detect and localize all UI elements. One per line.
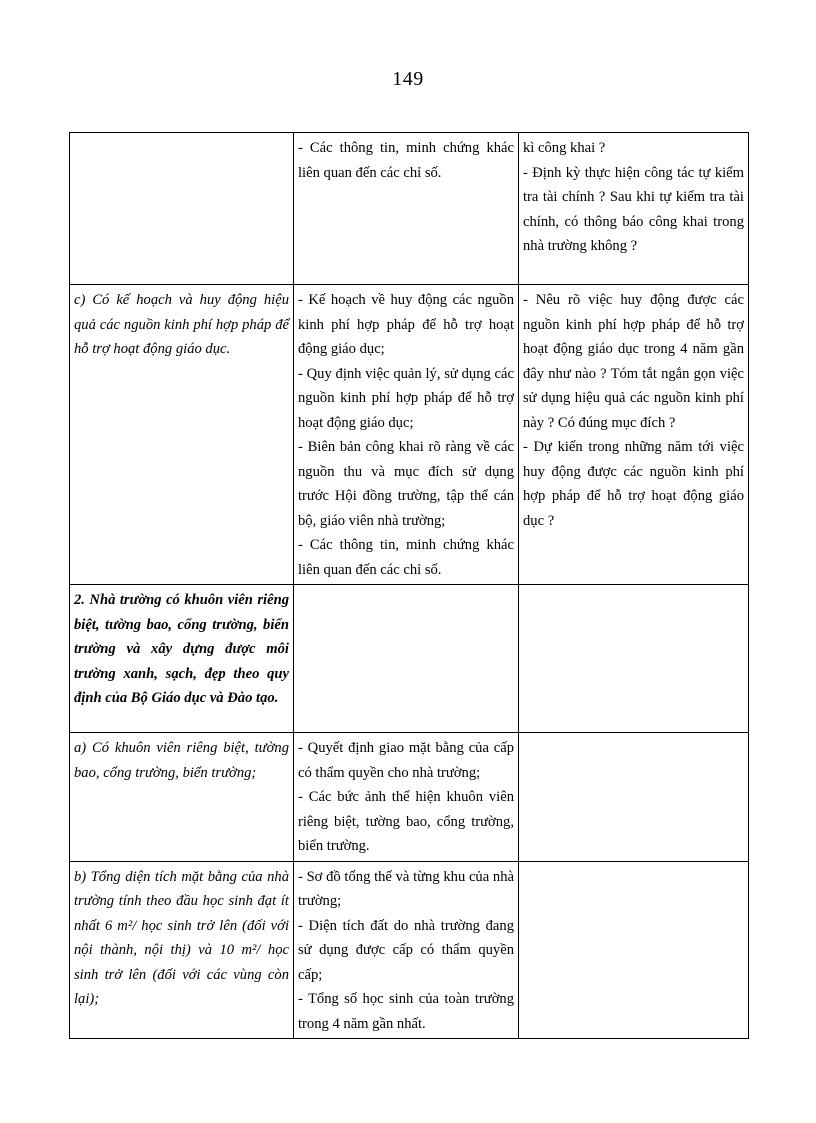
table-row [70, 585, 749, 733]
criterion-text: c) Có kế hoạch và huy động hiệu quả các nguồn kinh phí hợp pháp để hỗ trợ hoạt động giáo dục. [74, 292, 289, 357]
table-row [70, 733, 749, 862]
criterion-cell [70, 133, 294, 285]
questions-cell [519, 585, 749, 733]
evidence-item: - Biên bản công khai rõ ràng về các nguồn thu và mục đích sử dụng trước Hội đồng trường, tập thể cán bộ, giáo viên nhà trường; [298, 439, 514, 529]
questions-cell [519, 861, 749, 1039]
criterion-text: b) Tổng diện tích mặt bằng của nhà trường tính theo đầu học sinh đạt ít nhất 6 m²/ học sinh trở lên (đối với nội thành, nội thị) và 10 m²/ học sinh trở lên (đối với các vùng còn lại); [74, 868, 289, 1007]
evidence-cell [294, 733, 519, 862]
criterion-heading: 2. Nhà trường có khuôn viên riêng biệt, tường bao, cổng trường, biển trường và xây dựng được môi trường xanh, sạch, đẹp theo quy định của Bộ Giáo dục và Đào tạo. [74, 592, 289, 706]
evidence-item: - Quyết định giao mặt bằng của cấp có thẩm quyền cho nhà trường; [298, 740, 514, 781]
evaluation-table [69, 132, 749, 1039]
evidence-item: - Diện tích đất do nhà trường đang sử dụng được cấp có thẩm quyền cấp; [298, 917, 514, 983]
table-row [70, 285, 749, 585]
evidence-item: - Các thông tin, minh chứng khác liên quan đến các chỉ số. [298, 537, 514, 578]
criterion-text: a) Có khuôn viên riêng biệt, tường bao, cổng trường, biển trường; [74, 740, 289, 781]
evidence-item: - Sơ đồ tổng thể và từng khu của nhà trường; [298, 868, 514, 909]
evidence-cell [294, 585, 519, 733]
criterion-cell [70, 861, 294, 1039]
evidence-item: - Quy định việc quản lý, sử dụng các nguồn kinh phí hợp pháp để hỗ trợ hoạt động giáo dục; [298, 365, 514, 431]
evidence-cell [294, 861, 519, 1039]
questions-cell [519, 285, 749, 585]
criterion-cell [70, 733, 294, 862]
evidence-cell [294, 133, 519, 285]
question-item: - Định kỳ thực hiện công tác tự kiểm tra tài chính ? Sau khi tự kiểm tra tài chính, có thông báo công khai trong nhà trường không ? [523, 164, 744, 254]
evidence-item: - Tổng số học sinh của toàn trường trong 4 năm gần nhất. [298, 991, 514, 1032]
evidence-item: - Các bức ảnh thể hiện khuôn viên riêng biệt, tường bao, cổng trường, biển trường. [298, 789, 514, 854]
evidence-cell [294, 285, 519, 585]
page-number: 149 [392, 68, 424, 90]
evidence-item: - Kế hoạch về huy động các nguồn kinh phí hợp pháp để hỗ trợ hoạt động giáo dục; [298, 292, 514, 357]
table-row [70, 133, 749, 285]
question-item: - Dự kiến trong những năm tới việc huy động được các nguồn kinh phí hợp pháp để hỗ trợ hoạt động giáo dục ? [523, 439, 744, 529]
evidence-item: - Các thông tin, minh chứng khác liên quan đến các chỉ số. [298, 140, 514, 181]
question-item: - Nêu rõ việc huy động được các nguồn kinh phí hợp pháp để hỗ trợ hoạt động giáo dục trong 4 năm gần đây như nào ? Tóm tắt ngắn gọn việc sử dụng hiệu quả các nguồn kinh phí này ? Có đúng mục đích ? [523, 292, 744, 431]
criterion-cell [70, 585, 294, 733]
question-item: kì công khai ? [523, 140, 606, 156]
questions-cell [519, 733, 749, 862]
criterion-cell [70, 285, 294, 585]
questions-cell [519, 133, 749, 285]
table-row [70, 861, 749, 1039]
